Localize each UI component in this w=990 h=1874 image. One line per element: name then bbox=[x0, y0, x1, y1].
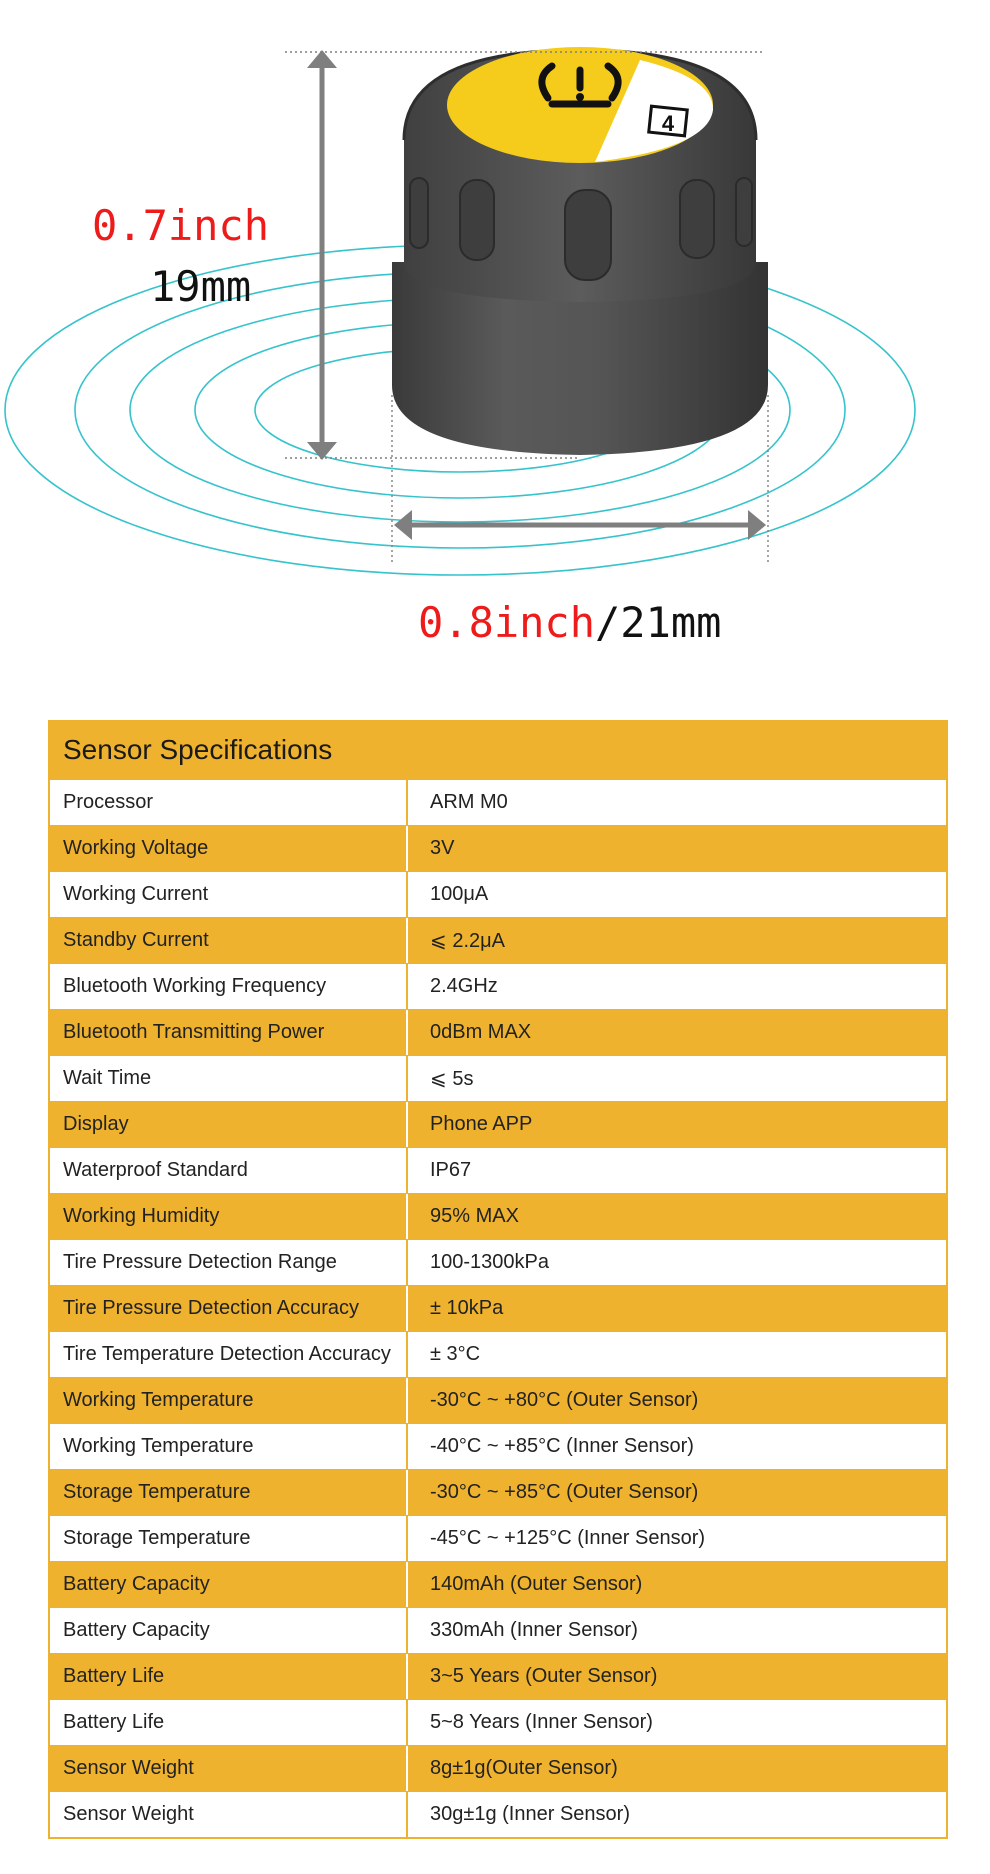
table-row bbox=[50, 1561, 946, 1607]
value-cell: 0dBm MAX bbox=[430, 1021, 532, 1043]
value-cell: -30°C ~ +85°C (Outer Sensor) bbox=[430, 1481, 699, 1503]
value-cell: 5~8 Years (Inner Sensor) bbox=[430, 1711, 653, 1733]
value-cell: ± 10kPa bbox=[430, 1297, 504, 1319]
value-cell: ± 3°C bbox=[430, 1343, 481, 1365]
param-cell: Battery Life bbox=[50, 1700, 408, 1745]
param-cell: Working Temperature bbox=[50, 1424, 408, 1469]
value-cell: 330mAh (Inner Sensor) bbox=[430, 1619, 638, 1641]
table-row bbox=[50, 1607, 946, 1653]
height-inch-label: 0.7inch bbox=[92, 201, 270, 250]
value-cell: 100μA bbox=[430, 883, 489, 905]
value-cell: -30°C ~ +80°C (Outer Sensor) bbox=[430, 1389, 699, 1411]
table-row bbox=[50, 1101, 946, 1147]
value-cell: 95% MAX bbox=[430, 1205, 519, 1227]
table-row bbox=[50, 963, 946, 1009]
param-cell: Waterproof Standard bbox=[50, 1148, 408, 1193]
value-cell: 3V bbox=[430, 837, 455, 859]
param-cell: Working Temperature bbox=[50, 1378, 408, 1423]
param-cell: Standby Current bbox=[50, 918, 408, 963]
param-cell: Bluetooth Transmitting Power bbox=[50, 1010, 408, 1055]
param-cell: Tire Pressure Detection Range bbox=[50, 1240, 408, 1285]
table-row bbox=[50, 1193, 946, 1239]
param-cell: Sensor Weight bbox=[50, 1746, 408, 1791]
table-row bbox=[50, 1653, 946, 1699]
width-mm-label: /21mm bbox=[595, 598, 722, 647]
sensor-dimension-figure bbox=[0, 0, 990, 680]
table-row bbox=[50, 1515, 946, 1561]
table-row bbox=[50, 779, 946, 825]
param-cell: Processor bbox=[50, 780, 408, 825]
sensor-body bbox=[392, 47, 768, 455]
table-row bbox=[50, 1055, 946, 1101]
param-cell: Battery Life bbox=[50, 1654, 408, 1699]
param-cell: Bluetooth Working Frequency bbox=[50, 964, 408, 1009]
param-cell: Wait Time bbox=[50, 1056, 408, 1101]
param-cell: Storage Temperature bbox=[50, 1516, 408, 1561]
table-row bbox=[50, 1331, 946, 1377]
value-cell: -45°C ~ +125°C (Inner Sensor) bbox=[430, 1527, 706, 1549]
value-cell: ⩽ 2.2μA bbox=[430, 930, 505, 952]
param-cell: Working Humidity bbox=[50, 1194, 408, 1239]
table-row bbox=[50, 1285, 946, 1331]
table-row bbox=[50, 871, 946, 917]
param-cell: Battery Capacity bbox=[50, 1608, 408, 1653]
param-cell: Tire Pressure Detection Accuracy bbox=[50, 1286, 408, 1331]
value-cell: ARM M0 bbox=[430, 791, 508, 813]
table-row bbox=[50, 1699, 946, 1745]
table-row bbox=[50, 1791, 946, 1837]
value-cell: 8g±1g(Outer Sensor) bbox=[430, 1757, 618, 1779]
param-cell: Tire Temperature Detection Accuracy bbox=[50, 1332, 408, 1377]
value-cell: Phone APP bbox=[430, 1113, 533, 1135]
value-cell: 2.4GHz bbox=[430, 975, 498, 997]
value-cell: ⩽ 5s bbox=[430, 1068, 474, 1090]
table-body bbox=[50, 779, 946, 1837]
cap-top bbox=[447, 47, 713, 163]
width-label bbox=[418, 598, 722, 647]
value-cell: IP67 bbox=[430, 1159, 472, 1181]
param-cell: Battery Capacity bbox=[50, 1562, 408, 1607]
param-cell: Sensor Weight bbox=[50, 1792, 408, 1837]
table-row bbox=[50, 917, 946, 963]
spec-table bbox=[48, 720, 948, 1839]
param-cell: Storage Temperature bbox=[50, 1470, 408, 1515]
table-row bbox=[50, 1469, 946, 1515]
table-row bbox=[50, 1423, 946, 1469]
table-row bbox=[50, 825, 946, 871]
table-row bbox=[50, 1745, 946, 1791]
value-cell: 3~5 Years (Outer Sensor) bbox=[430, 1665, 658, 1687]
table-row bbox=[50, 1009, 946, 1055]
cap-badge-number: 4 bbox=[661, 111, 675, 136]
param-cell: Display bbox=[50, 1102, 408, 1147]
width-inch-label: 0.8inch bbox=[418, 598, 596, 647]
table-title: Sensor Specifications bbox=[50, 722, 946, 779]
height-mm-label: 19mm bbox=[150, 262, 252, 311]
table-row bbox=[50, 1377, 946, 1423]
table-row bbox=[50, 1147, 946, 1193]
value-cell: -40°C ~ +85°C (Inner Sensor) bbox=[430, 1435, 694, 1457]
table-row bbox=[50, 1239, 946, 1285]
param-cell: Working Current bbox=[50, 872, 408, 917]
value-cell: 100-1300kPa bbox=[430, 1251, 549, 1273]
value-cell: 140mAh (Outer Sensor) bbox=[430, 1573, 643, 1595]
value-cell: 30g±1g (Inner Sensor) bbox=[430, 1803, 630, 1825]
sensor-illustration bbox=[0, 0, 990, 680]
param-cell: Working Voltage bbox=[50, 826, 408, 871]
